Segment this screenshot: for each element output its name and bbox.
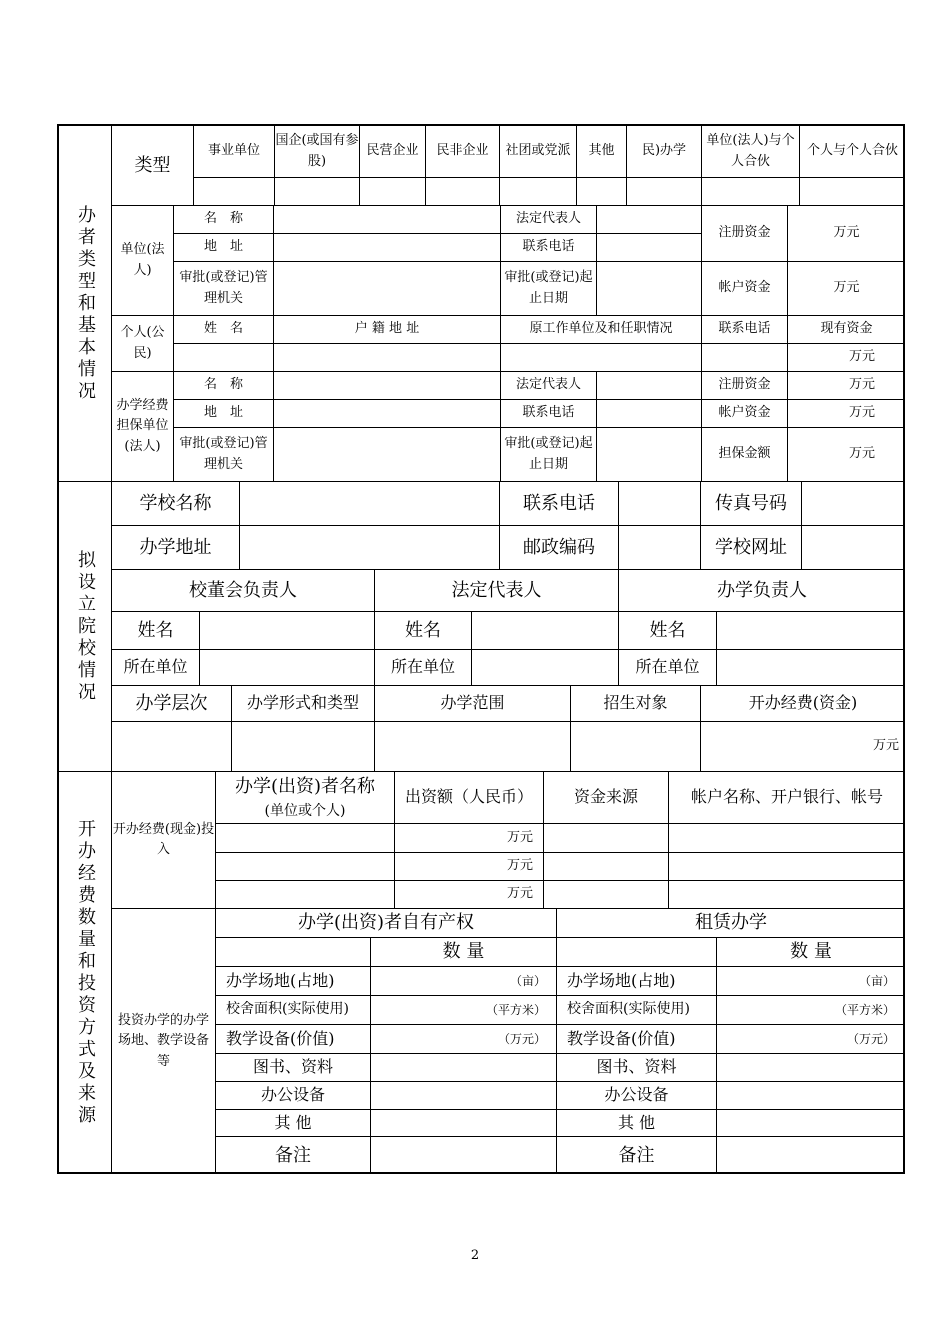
guarantor-date-label: 审批(或登记)起止日期 (501, 428, 597, 482)
type-shiye: 事业单位 (194, 126, 275, 178)
school-website-label: 学校网址 (701, 526, 802, 570)
own-equip-unit: （万元） (371, 1025, 557, 1054)
lease-qty-header: 数 量 (717, 938, 905, 967)
type-label: 类型 (112, 126, 194, 206)
legal-rep-header: 法定代表人 (375, 570, 619, 612)
type-qita: 其他 (577, 126, 627, 178)
own-site-unit: （亩） (371, 967, 557, 996)
target-label: 招生对象 (571, 686, 701, 722)
person-phone-value[interactable] (702, 344, 788, 372)
lease-remark-value[interactable] (717, 1137, 905, 1174)
school-name-label: 学校名称 (112, 482, 240, 526)
section-funding-label: 开办经费数量和投资方式及来源 (59, 772, 112, 1174)
application-form-table (57, 124, 905, 1174)
person-label: 个人(公民) (112, 316, 174, 372)
unit-date-value[interactable] (597, 262, 702, 316)
own-other-label: 其 他 (216, 1110, 371, 1137)
unit-name-value[interactable] (274, 206, 501, 234)
person-assets-label: 现有资金 (788, 316, 905, 344)
source-value-1[interactable] (544, 824, 669, 853)
own-header: 办学(出资)者自有产权 (216, 909, 557, 938)
lease-area-label: 校舍面积(实际使用) (557, 996, 717, 1025)
school-phone-value[interactable] (619, 482, 701, 526)
lease-item-header (557, 938, 717, 967)
board-head-unit-value[interactable] (200, 650, 375, 686)
own-area-label: 校舍面积(实际使用) (216, 996, 371, 1025)
lease-site-label: 办学场地(占地) (557, 967, 717, 996)
unit-reg-capital-label: 注册资金 (702, 206, 788, 262)
funds-label: 开办经费(资金) (701, 686, 905, 722)
legal-rep-unit-value[interactable] (472, 650, 619, 686)
lease-remark-label: 备注 (557, 1137, 717, 1174)
lease-header: 租赁办学 (557, 909, 905, 938)
section-school-label: 拟设立院校情况 (59, 482, 112, 772)
guarantor-label: 办学经费担保单位(法人) (112, 372, 174, 482)
level-value[interactable] (112, 722, 232, 772)
school-fax-label: 传真号码 (701, 482, 802, 526)
person-work-value[interactable] (501, 344, 702, 372)
type-qita-value[interactable] (577, 178, 627, 206)
account-value-1[interactable] (669, 824, 905, 853)
unit-reg-capital-wan: 万元 (788, 206, 905, 262)
guarantor-phone-label: 联系电话 (501, 400, 597, 428)
school-head-name-label: 姓名 (619, 612, 717, 650)
guarantor-legal-rep-label: 法定代表人 (501, 372, 597, 400)
board-head-name-value[interactable] (200, 612, 375, 650)
own-books-value[interactable] (371, 1054, 557, 1082)
guarantor-name-label: 名 称 (174, 372, 274, 400)
type-minban-value[interactable] (627, 178, 702, 206)
account-value-3[interactable] (669, 881, 905, 909)
unit-name-label: 名 称 (174, 206, 274, 234)
investor-subtitle: (单位或个人) (264, 802, 346, 819)
lease-books-label: 图书、资料 (557, 1054, 717, 1082)
school-phone-label: 联系电话 (500, 482, 619, 526)
guarantor-phone-value[interactable] (597, 400, 702, 428)
school-address-value[interactable] (240, 526, 500, 570)
investor-header (216, 772, 395, 824)
own-remark-value[interactable] (371, 1137, 557, 1174)
funds-wan: 万元 (701, 722, 905, 772)
legal-rep-name-value[interactable] (472, 612, 619, 650)
guarantor-acct-capital-wan: 万元 (788, 400, 905, 428)
guarantor-name-value[interactable] (274, 372, 501, 400)
source-value-2[interactable] (544, 853, 669, 881)
school-head-unit-value[interactable] (717, 650, 905, 686)
amount-wan-2: 万元 (395, 853, 544, 881)
own-office-label: 办公设备 (216, 1082, 371, 1110)
section-applicant-type-label: 办者类型和基本情况 (59, 126, 112, 482)
source-value-3[interactable] (544, 881, 669, 909)
person-phone-label: 联系电话 (702, 316, 788, 344)
form-value[interactable] (232, 722, 375, 772)
school-postcode-value[interactable] (619, 526, 701, 570)
board-head-header: 校董会负责人 (112, 570, 375, 612)
scope-value[interactable] (375, 722, 571, 772)
scope-label: 办学范围 (375, 686, 571, 722)
unit-address-value[interactable] (274, 234, 501, 262)
amount-wan-3: 万元 (395, 881, 544, 909)
amount-wan-1: 万元 (395, 824, 544, 853)
lease-office-label: 办公设备 (557, 1082, 717, 1110)
lease-site-unit: （亩） (717, 967, 905, 996)
board-head-name-label: 姓名 (112, 612, 200, 650)
guarantor-authority-value[interactable] (274, 428, 501, 482)
unit-phone-label: 联系电话 (501, 234, 597, 262)
unit-acct-capital-label: 帐户资金 (702, 262, 788, 316)
investor-title: 办学(出资)者名称 (234, 775, 376, 797)
lease-equip-label: 教学设备(价值) (557, 1025, 717, 1054)
investor-value-1[interactable] (216, 824, 395, 853)
person-name-label: 姓 名 (174, 316, 274, 344)
lease-area-unit: （平方米） (717, 996, 905, 1025)
person-hukou-value[interactable] (274, 344, 501, 372)
guarantor-reg-capital-label: 注册资金 (702, 372, 788, 400)
person-hukou-label: 户 籍 地 址 (274, 316, 501, 344)
unit-legal-rep-label: 法定代表人 (501, 206, 597, 234)
person-name-value[interactable] (174, 344, 274, 372)
guarantor-acct-capital-label: 帐户资金 (702, 400, 788, 428)
page-number: 2 (470, 1248, 480, 1263)
account-header: 帐户名称、开户银行、帐号 (669, 772, 905, 824)
lease-equip-unit: （万元） (717, 1025, 905, 1054)
own-office-value[interactable] (371, 1082, 557, 1110)
lease-office-value[interactable] (717, 1082, 905, 1110)
unit-authority-value[interactable] (274, 262, 501, 316)
lease-other-label: 其 他 (557, 1110, 717, 1137)
school-postcode-label: 邮政编码 (500, 526, 619, 570)
type-minying-value[interactable] (360, 178, 426, 206)
school-head-header: 办学负责人 (619, 570, 905, 612)
unit-address-label: 地 址 (174, 234, 274, 262)
unit-phone-value[interactable] (597, 234, 702, 262)
own-other-value[interactable] (371, 1110, 557, 1137)
account-value-2[interactable] (669, 853, 905, 881)
lease-books-value[interactable] (717, 1054, 905, 1082)
school-head-name-value[interactable] (717, 612, 905, 650)
guarantor-reg-capital-wan: 万元 (788, 372, 905, 400)
school-name-value[interactable] (240, 482, 500, 526)
cash-label: 开办经费(现金)投入 (112, 772, 216, 909)
guarantor-address-value[interactable] (274, 400, 501, 428)
unit-label: 单位(法人) (112, 206, 174, 316)
amount-header: 出资额（人民币） (395, 772, 544, 824)
person-assets-wan: 万元 (788, 344, 905, 372)
guarantor-date-value[interactable] (597, 428, 702, 482)
source-header: 资金来源 (544, 772, 669, 824)
type-danwei-geren: 单位(法人)与个人合伙 (702, 126, 800, 178)
own-equip-label: 教学设备(价值) (216, 1025, 371, 1054)
lease-other-value[interactable] (717, 1110, 905, 1137)
own-area-unit: （平方米） (371, 996, 557, 1025)
own-site-label: 办学场地(占地) (216, 967, 371, 996)
invest-label: 投资办学的办学场地、教学设备等 (112, 909, 216, 1174)
guarantor-address-label: 地 址 (174, 400, 274, 428)
board-head-unit-label: 所在单位 (112, 650, 200, 686)
school-head-unit-label: 所在单位 (619, 650, 717, 686)
type-shiye-value[interactable] (194, 178, 275, 206)
unit-date-label: 审批(或登记)起止日期 (501, 262, 597, 316)
own-qty-header: 数 量 (371, 938, 557, 967)
form-label: 办学形式和类型 (232, 686, 375, 722)
guarantor-legal-rep-value[interactable] (597, 372, 702, 400)
type-guoqi-value[interactable] (275, 178, 360, 206)
legal-rep-unit-label: 所在单位 (375, 650, 472, 686)
type-minfei: 民非企业 (426, 126, 500, 178)
type-shetuan-value[interactable] (500, 178, 577, 206)
own-books-label: 图书、资料 (216, 1054, 371, 1082)
type-danwei-geren-value[interactable] (702, 178, 800, 206)
school-website-value[interactable] (802, 526, 905, 570)
guarantor-authority-label: 审批(或登记)管理机关 (174, 428, 274, 482)
investor-value-3[interactable] (216, 881, 395, 909)
guarantor-amount-wan: 万元 (788, 428, 905, 482)
type-minfei-value[interactable] (426, 178, 500, 206)
investor-value-2[interactable] (216, 853, 395, 881)
type-geren-geren: 个人与个人合伙 (800, 126, 905, 178)
target-value[interactable] (571, 722, 701, 772)
guarantor-amount-label: 担保金额 (702, 428, 788, 482)
level-label: 办学层次 (112, 686, 232, 722)
type-shetuan: 社团或党派 (500, 126, 577, 178)
own-item-header (216, 938, 371, 967)
unit-legal-rep-value[interactable] (597, 206, 702, 234)
type-geren-geren-value[interactable] (800, 178, 905, 206)
type-guoqi: 国企(或国有参股) (275, 126, 360, 178)
type-minying: 民营企业 (360, 126, 426, 178)
person-work-label: 原工作单位及和任职情况 (501, 316, 702, 344)
unit-acct-capital-wan: 万元 (788, 262, 905, 316)
unit-authority-label: 审批(或登记)管理机关 (174, 262, 274, 316)
school-address-label: 办学地址 (112, 526, 240, 570)
own-remark-label: 备注 (216, 1137, 371, 1174)
type-minban: 民)办学 (627, 126, 702, 178)
legal-rep-name-label: 姓名 (375, 612, 472, 650)
school-fax-value[interactable] (802, 482, 905, 526)
